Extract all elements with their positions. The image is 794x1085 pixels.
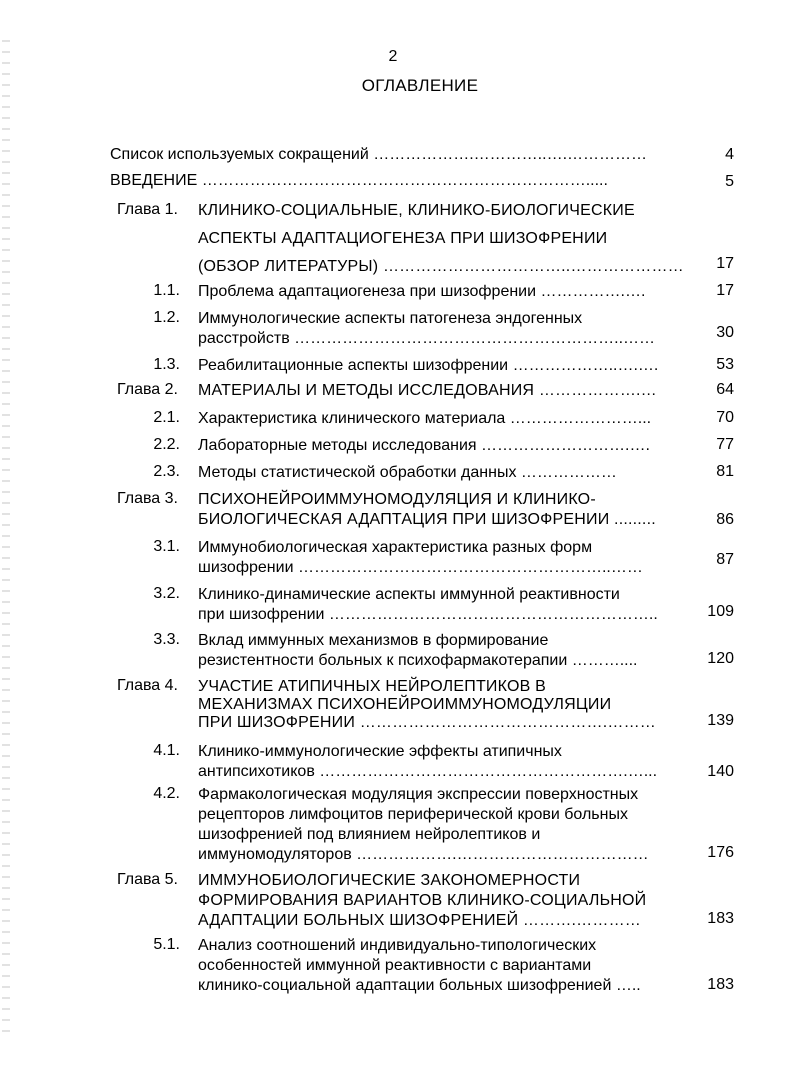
toc-entry-number: 1.3. bbox=[153, 356, 180, 373]
toc-page-number: 30 bbox=[716, 324, 734, 341]
toc-entry-number: Глава 4. bbox=[116, 677, 178, 694]
toc-entry-text-line: АСПЕКТЫ АДАПТАЦИОГЕНЕЗА ПРИ ШИЗОФРЕНИИ bbox=[198, 230, 608, 247]
toc-entry-text-line: Иммунологические аспекты патогенеза эндогенных bbox=[198, 310, 583, 327]
toc-entry-number: 3.3. bbox=[153, 631, 180, 648]
toc-entry-text-line: УЧАСТИЕ АТИПИЧНЫХ НЕЙРОЛЕПТИКОВ В bbox=[198, 678, 546, 695]
toc-entry-text-line: особенностей иммунной реактивности с вариантами bbox=[198, 957, 592, 974]
toc-entry-text-line: ПСИХОНЕЙРОИММУНОМОДУЛЯЦИЯ И КЛИНИКО- bbox=[198, 491, 596, 508]
toc-entry-text-line: Список используемых сокращений ……………….…………..….…………… bbox=[110, 146, 648, 163]
toc-entry-number: Глава 5. bbox=[116, 871, 178, 888]
toc-entry-text-line: Вклад иммунных механизмов в формирование bbox=[198, 632, 549, 649]
toc-entry-number: 5.1. bbox=[153, 936, 180, 953]
toc-entry-text-line: ПРИ ШИЗОФРЕНИИ ……………………………………….……… bbox=[198, 714, 656, 731]
toc-entry-text-line: Реабилитационные аспекты шизофрении ………………..….…. bbox=[198, 357, 659, 374]
toc-entry-number: 4.1. bbox=[153, 742, 180, 759]
toc-page-number: 17 bbox=[716, 255, 734, 272]
toc-entry-number: 2.2. bbox=[153, 436, 180, 453]
toc-entry-text-line: Клинико-иммунологические эффекты атипичных bbox=[198, 743, 562, 760]
toc-entry-text-line: МЕХАНИЗМАХ ПСИХОНЕЙРОИММУНОМОДУЛЯЦИИ bbox=[198, 696, 612, 713]
toc-entry-number: Глава 1. bbox=[116, 201, 178, 218]
toc-entry-text-line: ФОРМИРОВАНИЯ ВАРИАНТОВ КЛИНИКО-СОЦИАЛЬНОЙ bbox=[198, 892, 647, 909]
toc-entry-text-line: шизофрении …………………………………………………..…… bbox=[198, 559, 643, 576]
toc-page-number: 86 bbox=[716, 511, 734, 528]
toc-entry-text-line: иммуномодуляторов ……………….……………………………… bbox=[198, 846, 649, 863]
toc-entry-text-line: при шизофрении …………………………………………………….. bbox=[198, 606, 658, 623]
toc-page-number: 5 bbox=[725, 173, 734, 190]
toc-page-number: 77 bbox=[716, 436, 734, 453]
page-title: ОГЛАВЛЕНИЕ bbox=[361, 76, 479, 95]
toc-entry-text-line: АДАПТАЦИИ БОЛЬНЫХ ШИЗОФРЕНИЕЙ ……….………… bbox=[198, 912, 641, 929]
toc-page-number: 87 bbox=[716, 551, 734, 568]
toc-entry-text-line: БИОЛОГИЧЕСКАЯ АДАПТАЦИЯ ПРИ ШИЗОФРЕНИИ ......... bbox=[198, 511, 656, 528]
toc-page-number: 70 bbox=[716, 409, 734, 426]
toc-entry-text-line: Анализ соотношений индивидуально-типологических bbox=[198, 937, 597, 954]
toc-entry-text-line: (ОБЗОР ЛИТЕРАТУРЫ) ……………………………..………………… bbox=[198, 258, 684, 275]
toc-entry-number: Глава 2. bbox=[116, 381, 178, 398]
toc-page-number: 183 bbox=[707, 910, 734, 927]
page-number: 2 bbox=[388, 48, 398, 65]
toc-entry-text-line: Иммунобиологическая характеристика разных форм bbox=[198, 539, 593, 556]
toc-page-number: 109 bbox=[707, 603, 734, 620]
toc-entry-text-line: ИММУНОБИОЛОГИЧЕСКИЕ ЗАКОНОМЕРНОСТИ bbox=[198, 872, 581, 889]
toc-page-number: 120 bbox=[707, 650, 734, 667]
toc-entry-text-line: рецепторов лимфоцитов периферической крови больных bbox=[198, 806, 628, 823]
toc-entry-text-line: Клинико-динамические аспекты иммунной реактивности bbox=[198, 586, 620, 603]
toc-entry-text-line: МАТЕРИАЛЫ И МЕТОДЫ ИССЛЕДОВАНИЯ ……………….… bbox=[198, 382, 657, 399]
toc-entry-text-line: антипсихотиков ………………………………………………….…... bbox=[198, 763, 658, 780]
toc-entry-text-line: Лабораторные методы исследования ……………………….…. bbox=[198, 437, 650, 454]
toc-page-number: 53 bbox=[716, 356, 734, 373]
toc-page-number: 64 bbox=[716, 381, 734, 398]
toc-entry-text-line: резистентности больных к психофармакотерапии ……….... bbox=[198, 652, 638, 669]
toc-entry-number: 2.1. bbox=[153, 409, 180, 426]
toc-entry-text-line: КЛИНИКО-СОЦИАЛЬНЫЕ, КЛИНИКО-БИОЛОГИЧЕСКИЕ bbox=[198, 202, 635, 219]
toc-page-number: 183 bbox=[707, 976, 734, 993]
toc-page-number: 81 bbox=[716, 463, 734, 480]
toc-entry-number: 3.1. bbox=[153, 538, 180, 555]
toc-page-number: 4 bbox=[725, 146, 734, 163]
toc-entry-number: Глава 3. bbox=[116, 490, 178, 507]
toc-entry-number: 1.2. bbox=[153, 309, 180, 326]
toc-page-number: 176 bbox=[707, 844, 734, 861]
toc-entry-number: 2.3. bbox=[153, 463, 180, 480]
toc-entry-text-line: Характеристика клинического материала ……………………... bbox=[198, 410, 652, 427]
toc-entry-text-line: расстройств ……………………………………………………..…… bbox=[198, 330, 656, 347]
toc-page-number: 140 bbox=[707, 763, 734, 780]
toc-entry-text-line: клинико-социальной адаптации больных шизофренией ….. bbox=[198, 977, 641, 994]
toc-entry-text-line: Методы статистической обработки данных ……………… bbox=[198, 464, 617, 481]
toc-page-number: 17 bbox=[716, 282, 734, 299]
toc-entry-number: 1.1. bbox=[153, 282, 180, 299]
toc-entry-text-line: Проблема адаптациогенеза при шизофрении …………….…. bbox=[198, 283, 646, 300]
toc-entry-text-line: ВВЕДЕНИЕ ………………………………………………………………..... bbox=[110, 172, 608, 189]
toc-page-number: 139 bbox=[707, 712, 734, 729]
toc-entry-text-line: Фармакологическая модуляция экспрессии поверхностных bbox=[198, 786, 639, 803]
toc-entry-text-line: шизофренией под влиянием нейролептиков и bbox=[198, 826, 541, 843]
toc-entry-number: 4.2. bbox=[153, 785, 180, 802]
toc-entry-number: 3.2. bbox=[153, 585, 180, 602]
